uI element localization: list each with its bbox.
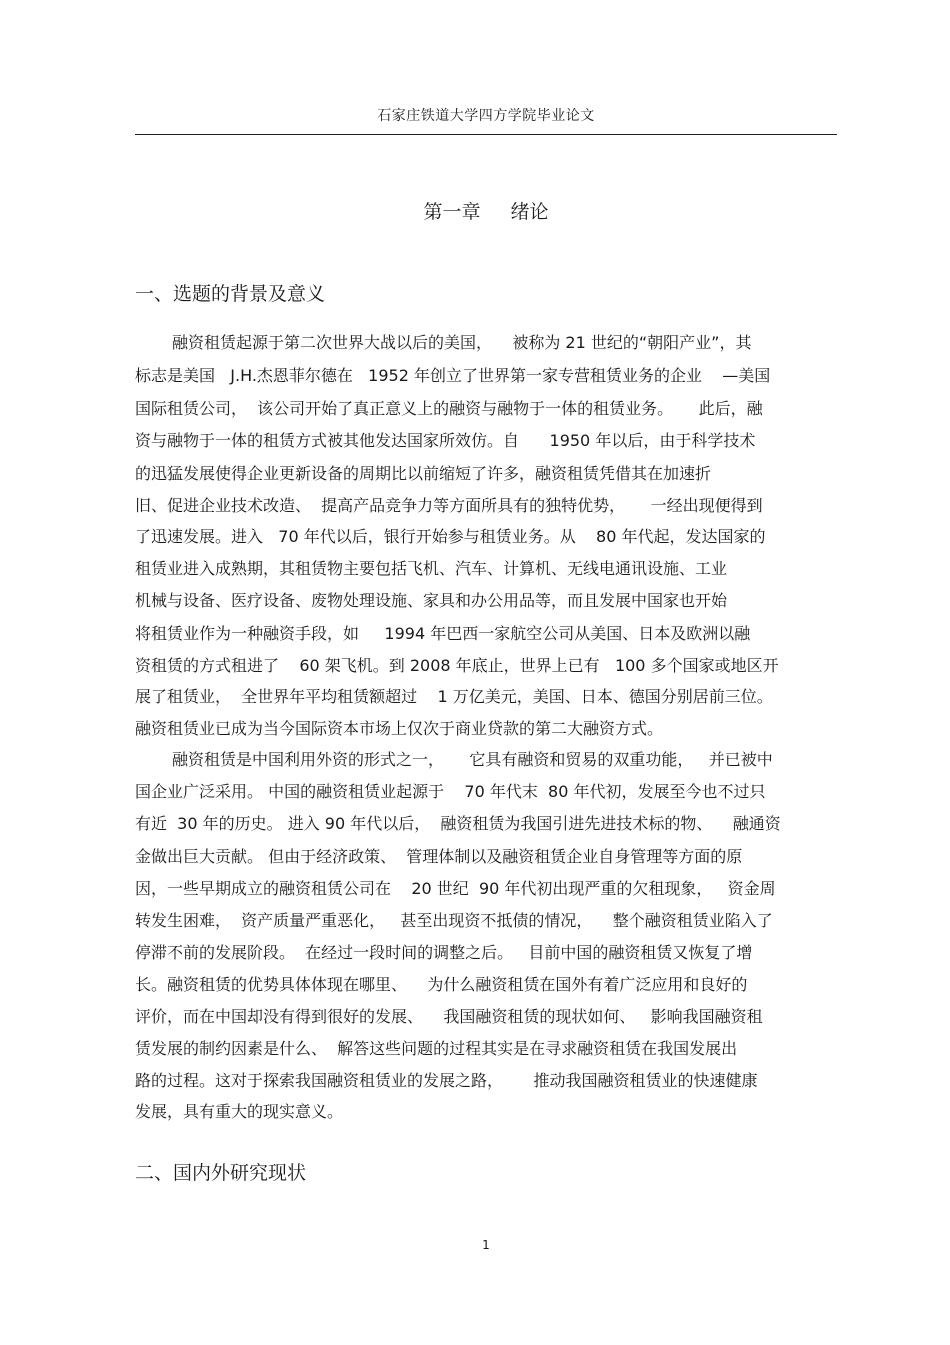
section-heading-background: 一、选题的背景及意义 — [135, 283, 326, 305]
running-header: 石家庄铁道大学四方学院毕业论文 — [377, 108, 595, 124]
body-line: 停滞不前的发展阶段。 在经过一段时间的调整之后。 目前中国的融资租赁又恢复了增 — [135, 943, 753, 962]
body-line: 旧、促进企业技术改造、 提高产品竞争力等方面所具有的独特优势， 一经出现便得到 — [135, 496, 763, 515]
body-line: 长。融资租赁的优势具体体现在哪里、 为什么融资租赁在国外有着广泛应用和良好的 — [135, 975, 748, 994]
body-line: 评价，而在中国却没有得到很好的发展、 我国融资租赁的现状如何、 影响我国融资租 — [135, 1007, 763, 1026]
body-line: 租赁业进入成熟期，其租赁物主要包括飞机、汽车、计算机、无线电通讯设施、工业 — [135, 559, 728, 578]
body-line: 国企业广泛采用。 中国的融资租赁业起源于 70 年代末 80 年代初，发展至今也不过只 — [135, 782, 766, 801]
body-line: 机械与设备、医疗设备、废物处理设施、家具和办公用品等，而且发展中国家也开始 — [135, 591, 728, 610]
page-number: 1 — [482, 1238, 490, 1252]
body-line: 发展，具有重大的现实意义。 — [135, 1102, 344, 1121]
body-line: 因，一些早期成立的融资租赁公司在 20 世纪 90 年代初出现严重的欠租现象， 资金周 — [135, 879, 776, 898]
body-line: 资租赁的方式租进了 60 架飞机。到 2008 年底止，世界上已有 100 多个国家或地区开 — [135, 656, 779, 675]
body-line: 的迅猛发展使得企业更新设备的周期比以前缩短了许多，融资租赁凭借其在加速折 — [135, 464, 712, 483]
body-line: 路的过程。这对于探索我国融资租赁业的发展之路， 推动我国融资租赁业的快速健康 — [135, 1071, 758, 1090]
body-line: 融资租赁起源于第二次世界大战以后的美国， 被称为 21 世纪的“朝阳产业”，其 — [172, 333, 752, 352]
chapter-name: 绪论 — [510, 201, 549, 223]
chapter-number: 第一章 — [423, 201, 481, 223]
body-line: 金做出巨大贡献。 但由于经济政策、 管理体制以及融资租赁企业自身管理等方面的原 — [135, 847, 743, 866]
body-line: 融资租赁是中国利用外资的形式之一， 它具有融资和贸易的双重功能， 并已被中 — [172, 750, 773, 769]
section-heading-research-status: 二、国内外研究现状 — [135, 1162, 307, 1184]
header-rule — [135, 134, 837, 135]
body-line: 转发生困难， 资产质量严重恶化， 甚至出现资不抵债的情况， 整个融资租赁业陷入了 — [135, 911, 773, 930]
chapter-title — [135, 198, 837, 226]
body-line: 有近 30 年的历史。 进入 90 年代以后， 融资租赁为我国引进先进技术标的物、 融通资 — [135, 814, 781, 833]
body-line: 将租赁业作为一种融资手段，如 1994 年巴西一家航空公司从美国、日本及欧洲以融 — [135, 624, 751, 643]
body-line: 赁发展的制约因素是什么、 解答这些问题的过程其实是在寻求融资租赁在我国发展出 — [135, 1039, 738, 1058]
body-line: 国际租赁公司， 该公司开始了真正意义上的融资与融物于一体的租赁业务。 此后，融 — [135, 399, 763, 418]
body-line: 融资租赁业已成为当今国际资本市场上仅次于商业贷款的第二大融资方式。 — [135, 719, 664, 738]
body-line: 了迅速发展。进入 70 年代以后，银行开始参与租赁业务。从 80 年代起，发达国家的 — [135, 527, 766, 546]
body-line: 资与融物于一体的租赁方式被其他发达国家所效仿。自 1950 年以后，由于科学技术 — [135, 431, 756, 450]
body-line: 展了租赁业， 全世界年平均租赁额超过 1 万亿美元，美国、日本、德国分别居前三位。 — [135, 687, 773, 706]
body-line: 标志是美国 J.H.杰恩菲尔德在 1952 年创立了世界第一家专营租赁业务的企业 —美国 — [135, 366, 771, 385]
